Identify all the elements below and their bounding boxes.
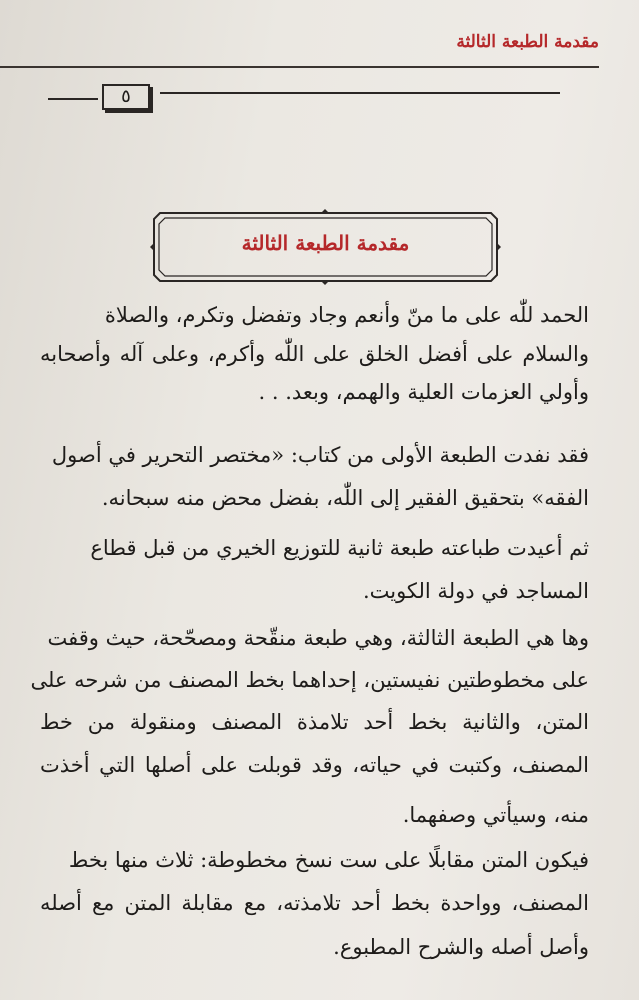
text-line: وأولي العزمات العلية والهمم، وبعد. . . — [258, 380, 589, 404]
text-line: الحمد للّٰه على ما منّ وأنعم وجاد وتفضل وتكرم، والصلاة — [104, 303, 589, 327]
text-line: المصنف، وكتبت في حياته، وقد قوبلت على أصلها التي أخذت — [40, 753, 589, 777]
text-line: فيكون المتن مقابلًا على ست نسخ مخطوطة: ثلاث منها بخط — [68, 848, 589, 872]
section-title: مقدمة الطبعة الثالثة — [241, 231, 410, 255]
text-line: فقد نفدت الطبعة الأولى من كتاب: «مختصر التحرير في أصول — [51, 443, 589, 467]
text-line: المصنف، وواحدة بخط أحد تلامذته، مع مقابلة المتن مع أصله — [40, 891, 589, 915]
page-number-rule-left — [48, 98, 98, 100]
text-line: وها هي الطبعة الثالثة، وهي طبعة منقّحة ومصحّحة، حيث وقفت — [47, 626, 589, 650]
text-line: وأصل أصله والشرح المطبوع. — [333, 935, 589, 959]
page-number: ٥ — [102, 84, 150, 110]
section-title-frame — [148, 207, 503, 287]
text-line: على مخطوطتين نفيستين، إحداهما بخط المصنف من شرحه على — [30, 668, 589, 692]
page-number-rule-right — [160, 92, 560, 94]
text-line: الفقه» بتحقيق الفقير إلى اللّٰه، بفضل محض منه سبحانه. — [101, 486, 589, 510]
text-line: ثم أعيدت طباعته طبعة ثانية للتوزيع الخيري من قبل قطاع — [90, 536, 589, 560]
running-head-title: مقدمة الطبعة الثالثة — [456, 32, 599, 52]
text-line: المساجد في دولة الكويت. — [362, 579, 589, 603]
text-line: منه، وسيأتي وصفهما. — [402, 803, 589, 827]
header-rule — [0, 66, 599, 68]
text-line: المتن، والثانية بخط أحد تلامذة المصنف ومنقولة من خط — [40, 710, 589, 734]
text-line: والسلام على أفضل الخلق على اللّٰه وأكرم، وعلى آله وأصحابه — [40, 342, 589, 366]
